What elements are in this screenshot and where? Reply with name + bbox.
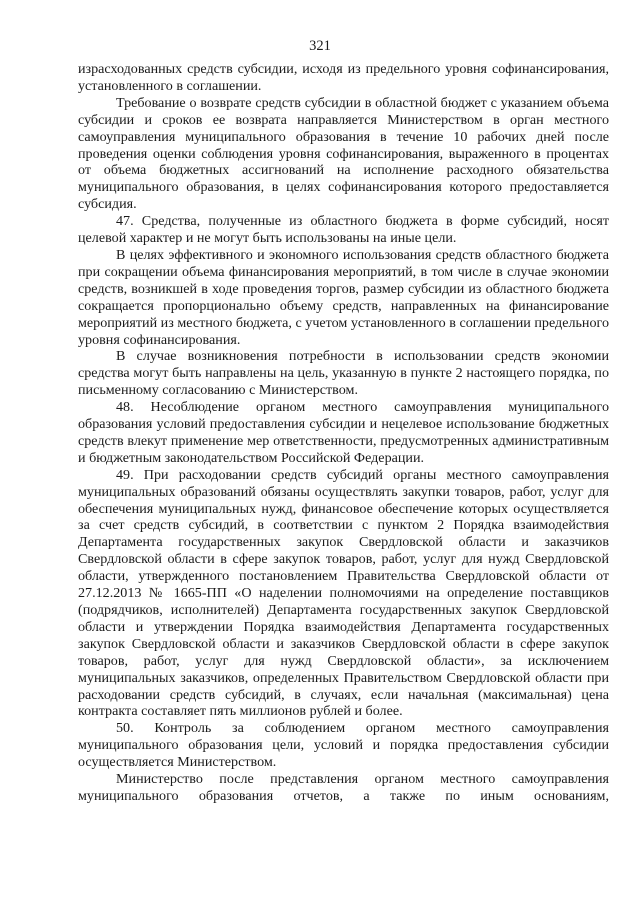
paragraph-continuation: израсходованных средств субсидии, исходя из предельного уровня софинансирования, установленного в соглашении.	[78, 61, 609, 94]
paragraph-item-50: 50. Контроль за соблюдением органом местного самоуправления муниципального образования цели, условий и порядка предоставления субсидии осуществляется Министерством.	[78, 720, 609, 771]
page-number: 321	[309, 38, 331, 54]
paragraph-efficient-use: В целях эффективного и экономного использования средств областного бюджета при сокращении объема финансирования мероприятий, в том числе в случае экономии средств, возникшей в ходе проведения торгов, размер субсидии из областного бюджета сокращается пропорционально объему средств, направленных на финансирование мероприятий из местного бюджета, с учетом установленного в соглашении предельного уровня софинансирования.	[78, 246, 609, 348]
paragraph-item-49: 49. При расходовании средств субсидий органы местного самоуправления муниципальных образований обязаны осуществлять закупки товаров, работ, услуг для обеспечения муниципальных нужд, финансовое обеспечение которых осуществляется за счет средств субсидий, в соответствии с пунктом 2 Порядка взаимодействия Департамента государственных закупок Свердловской области и заказчиков Свердловской области в сфере закупок товаров, работ, услуг для нужд Свердловской области, утвержденного постановлением Правительства Свердловской области от 27.12.2013 № 1665-ПП «О наделении полномочиями на определение поставщиков (подрядчиков, исполнителей) Департамента государственных закупок Свердловской области и утверждении Порядка взаимодействия Департамента государственных закупок Свердловской области и заказчиков Свердловской области в сфере закупок товаров, работ, услуг для нужд Свердловской области», за исключением муниципальных заказчиков, определенных Правительством Свердловской области при расходовании средств субсидий, в случаях, если начальная (максимальная) цена контракта составляет пять миллионов рублей и более.	[78, 466, 609, 720]
paragraph-item-48: 48. Несоблюдение органом местного самоуправления муниципального образования условий предоставления субсидии и нецелевое использование бюджетных средств влекут применение мер ответственности, предусмотренных административным и бюджетным законодательством Российской Федерации.	[78, 399, 609, 466]
document-body	[78, 61, 609, 805]
paragraph-savings-use: В случае возникновения потребности в использовании средств экономии средства могут быть направлены на цель, указанную в пункте 2 настоящего порядка, по письменному согласованию с Министерством.	[78, 348, 609, 399]
paragraph-ministry-reports: Министерство после представления органом местного самоуправления муниципального образования отчетов, а также по иным основаниям,	[78, 771, 609, 804]
paragraph-item-47: 47. Средства, полученные из областного бюджета в форме субсидий, носят целевой характер и не могут быть использованы на иные цели.	[78, 213, 609, 247]
paragraph-refund-requirement: Требование о возврате средств субсидии в областной бюджет с указанием объема субсидии и сроков ее возврата направляется Министерством в орган местного самоуправления муниципального образования в течение 10 рабочих дней после проведения оценки соблюдения уровня софинансирования, выраженного в процентах от объема бюджетных ассигнований на исполнение расходного обязательства муниципального образования, в целях софинансирования которого предоставляется субсидия.	[78, 94, 609, 213]
